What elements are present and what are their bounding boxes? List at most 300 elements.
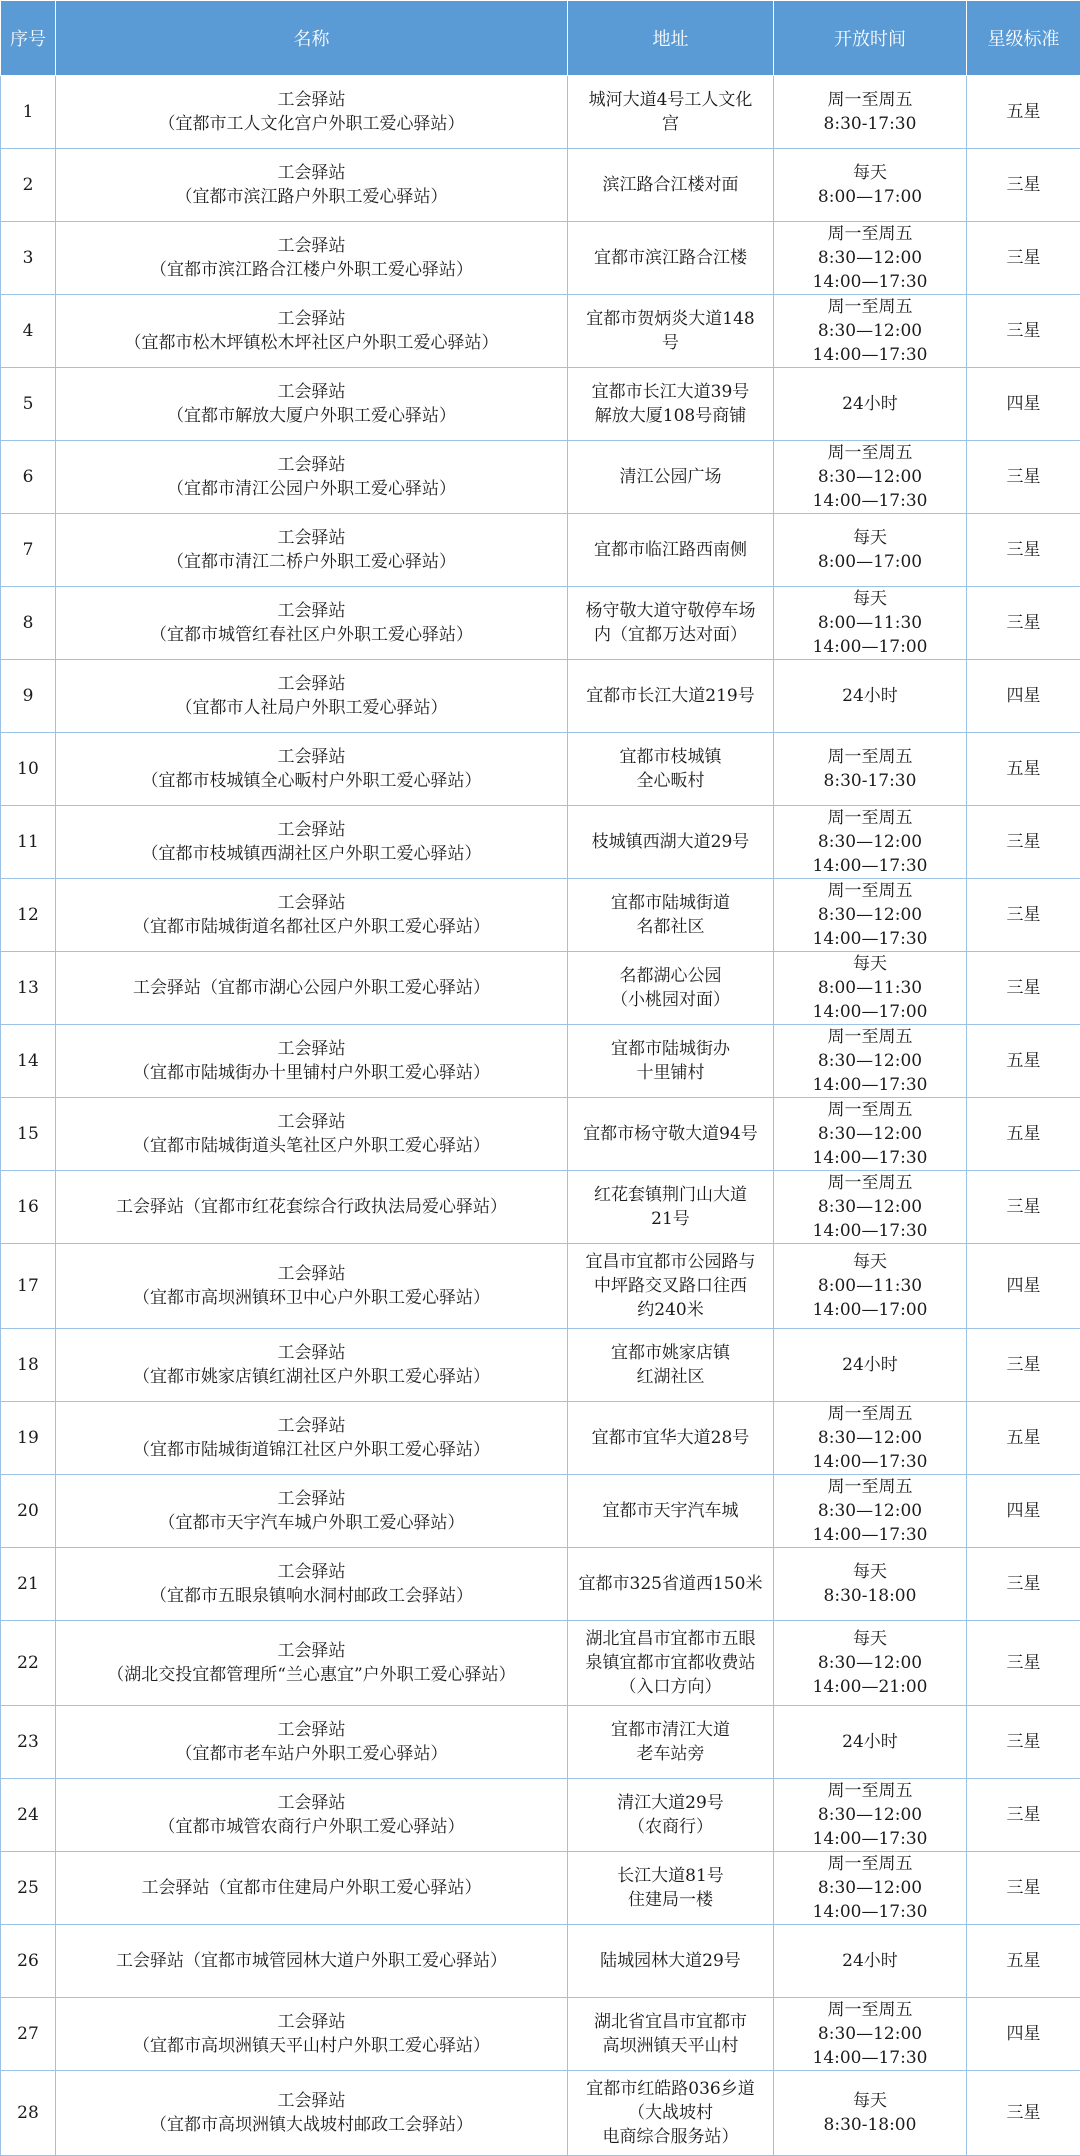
- cell-hours-line: 每天: [778, 526, 962, 550]
- cell-hours-line: 周一至周五: [778, 295, 962, 319]
- cell-no: 27: [1, 1998, 56, 2071]
- cell-hours: [774, 952, 967, 1025]
- cell-hours-line: 8:30—12:00: [778, 246, 962, 270]
- table-row: [1, 587, 1080, 660]
- cell-hours: [774, 1998, 967, 2071]
- cell-no: 26: [1, 1925, 56, 1998]
- cell-address-line: 湖北宜昌市宜都市五眼: [572, 1627, 769, 1651]
- cell-no: 6: [1, 441, 56, 514]
- cell-hours-line: 每天: [778, 952, 962, 976]
- cell-address-line: 高坝洲镇天平山村: [572, 2034, 769, 2058]
- cell-hours: [774, 1025, 967, 1098]
- cell-name: [56, 1548, 568, 1621]
- cell-no: 13: [1, 952, 56, 1025]
- cell-rating: 三星: [967, 441, 1080, 514]
- table-row: [1, 1402, 1080, 1475]
- cell-hours-line: 周一至周五: [778, 1998, 962, 2022]
- cell-address-line: 名都湖心公园: [572, 964, 769, 988]
- cell-rating: 五星: [967, 1402, 1080, 1475]
- cell-name-line: 工会驿站: [60, 1639, 563, 1663]
- cell-address-line: 枝城镇西湖大道29号: [572, 830, 769, 854]
- cell-address-line: 宜都市陆城街道: [572, 891, 769, 915]
- cell-address-line: 宜都市宜华大道28号: [572, 1426, 769, 1450]
- cell-hours-line: 每天: [778, 161, 962, 185]
- cell-name: [56, 514, 568, 587]
- cell-hours-line: 每天: [778, 2089, 962, 2113]
- table-row: [1, 806, 1080, 879]
- cell-hours: [774, 1852, 967, 1925]
- cell-no: 11: [1, 806, 56, 879]
- cell-rating: 三星: [967, 222, 1080, 295]
- cell-name-line: 工会驿站: [60, 1414, 563, 1438]
- cell-name-line: 工会驿站: [60, 818, 563, 842]
- cell-hours: [774, 806, 967, 879]
- cell-name-line: （宜都市清江公园户外职工爱心驿站）: [60, 477, 563, 501]
- cell-address-line: 清江大道29号: [572, 1791, 769, 1815]
- cell-name: [56, 2071, 568, 2156]
- cell-address-line: 宜都市长江大道219号: [572, 684, 769, 708]
- cell-address: [568, 149, 774, 222]
- cell-hours: [774, 660, 967, 733]
- cell-hours: [774, 441, 967, 514]
- cell-rating: 五星: [967, 733, 1080, 806]
- cell-hours-line: 14:00—17:30: [778, 1450, 962, 1474]
- table-row: [1, 1025, 1080, 1098]
- cell-address: [568, 1244, 774, 1329]
- cell-name-line: （宜都市高坝洲镇环卫中心户外职工爱心驿站）: [60, 1286, 563, 1310]
- cell-no: 18: [1, 1329, 56, 1402]
- cell-address: [568, 660, 774, 733]
- cell-name-line: 工会驿站（宜都市住建局户外职工爱心驿站）: [60, 1876, 563, 1900]
- cell-address: [568, 1852, 774, 1925]
- cell-hours-line: 周一至周五: [778, 1171, 962, 1195]
- cell-address-line: 宜都市枝城镇: [572, 745, 769, 769]
- cell-address-line: 解放大厦108号商铺: [572, 404, 769, 428]
- cell-hours-line: 14:00—17:30: [778, 270, 962, 294]
- cell-rating: 四星: [967, 1244, 1080, 1329]
- cell-name: [56, 1852, 568, 1925]
- cell-no: 15: [1, 1098, 56, 1171]
- cell-name: [56, 295, 568, 368]
- cell-rating: 三星: [967, 587, 1080, 660]
- cell-hours: [774, 733, 967, 806]
- table-row: [1, 660, 1080, 733]
- cell-address: [568, 1402, 774, 1475]
- cell-rating: 三星: [967, 149, 1080, 222]
- cell-hours: [774, 1244, 967, 1329]
- cell-no: 16: [1, 1171, 56, 1244]
- cell-hours: [774, 1925, 967, 1998]
- cell-no: 7: [1, 514, 56, 587]
- table-row: [1, 368, 1080, 441]
- cell-address-line: 长江大道81号: [572, 1864, 769, 1888]
- cell-address-line: 住建局一楼: [572, 1888, 769, 1912]
- cell-hours-line: 14:00—17:00: [778, 1000, 962, 1024]
- cell-hours-line: 24小时: [778, 1730, 962, 1754]
- cell-name-line: （宜都市陆城街道锦江社区户外职工爱心驿站）: [60, 1438, 563, 1462]
- header-hours: 开放时间: [774, 1, 967, 76]
- cell-address-line: 宜都市滨江路合江楼: [572, 246, 769, 270]
- cell-hours-line: 24小时: [778, 1949, 962, 1973]
- table-row: [1, 733, 1080, 806]
- cell-address-line: 宜昌市宜都市公园路与: [572, 1250, 769, 1274]
- cell-hours-line: 周一至周五: [778, 879, 962, 903]
- cell-hours-line: 14:00—17:30: [778, 343, 962, 367]
- cell-hours-line: 8:00—17:00: [778, 550, 962, 574]
- cell-address-line: 号: [572, 331, 769, 355]
- cell-name-line: 工会驿站: [60, 1718, 563, 1742]
- cell-name: [56, 1779, 568, 1852]
- cell-hours-line: 周一至周五: [778, 1098, 962, 1122]
- header-address: 地址: [568, 1, 774, 76]
- cell-rating: 四星: [967, 660, 1080, 733]
- header-name: 名称: [56, 1, 568, 76]
- cell-hours: [774, 1706, 967, 1779]
- cell-hours: [774, 514, 967, 587]
- cell-rating: 三星: [967, 1171, 1080, 1244]
- cell-no: 25: [1, 1852, 56, 1925]
- cell-hours: [774, 1402, 967, 1475]
- cell-address-line: 内（宜都万达对面）: [572, 623, 769, 647]
- cell-name-line: 工会驿站: [60, 88, 563, 112]
- cell-name-line: 工会驿站: [60, 891, 563, 915]
- cell-hours-line: 周一至周五: [778, 441, 962, 465]
- cell-name-line: （宜都市松木坪镇松木坪社区户外职工爱心驿站）: [60, 331, 563, 355]
- cell-address-line: 宜都市姚家店镇: [572, 1341, 769, 1365]
- cell-name-line: 工会驿站: [60, 1560, 563, 1584]
- cell-name: [56, 1998, 568, 2071]
- cell-rating: 五星: [967, 1025, 1080, 1098]
- cell-hours: [774, 1548, 967, 1621]
- table-header: [1, 1, 1080, 76]
- cell-name: [56, 660, 568, 733]
- cell-hours-line: 24小时: [778, 684, 962, 708]
- cell-rating: 三星: [967, 879, 1080, 952]
- cell-rating: 三星: [967, 2071, 1080, 2156]
- cell-address: [568, 1998, 774, 2071]
- cell-hours-line: 8:30-17:30: [778, 112, 962, 136]
- table-row: [1, 1779, 1080, 1852]
- cell-hours-line: 14:00—17:30: [778, 1146, 962, 1170]
- cell-rating: 五星: [967, 76, 1080, 149]
- cell-hours-line: 14:00—21:00: [778, 1675, 962, 1699]
- cell-name: [56, 587, 568, 660]
- cell-hours: [774, 1098, 967, 1171]
- cell-hours: [774, 879, 967, 952]
- cell-hours-line: 周一至周五: [778, 222, 962, 246]
- table-row: [1, 1925, 1080, 1998]
- cell-name: [56, 1402, 568, 1475]
- cell-address-line: 杨守敬大道守敬停车场: [572, 599, 769, 623]
- cell-address-line: 城河大道4号工人文化: [572, 88, 769, 112]
- table-row: [1, 149, 1080, 222]
- cell-hours: [774, 149, 967, 222]
- cell-no: 14: [1, 1025, 56, 1098]
- cell-name-line: （宜都市解放大厦户外职工爱心驿站）: [60, 404, 563, 428]
- cell-hours: [774, 2071, 967, 2156]
- cell-hours-line: 24小时: [778, 1353, 962, 1377]
- cell-rating: 三星: [967, 1852, 1080, 1925]
- cell-hours-line: 14:00—17:30: [778, 1827, 962, 1851]
- cell-name-line: （湖北交投宜都管理所“兰心惠宜”户外职工爱心驿站）: [60, 1663, 563, 1687]
- cell-hours: [774, 1475, 967, 1548]
- cell-rating: 三星: [967, 295, 1080, 368]
- table-row: [1, 514, 1080, 587]
- cell-name-line: 工会驿站: [60, 745, 563, 769]
- cell-name: [56, 149, 568, 222]
- cell-address: [568, 2071, 774, 2156]
- cell-name-line: （宜都市工人文化宫户外职工爱心驿站）: [60, 112, 563, 136]
- cell-address-line: 老车站旁: [572, 1742, 769, 1766]
- cell-name-line: 工会驿站: [60, 1110, 563, 1134]
- cell-address-line: 21号: [572, 1207, 769, 1231]
- cell-name: [56, 1475, 568, 1548]
- cell-no: 23: [1, 1706, 56, 1779]
- cell-no: 8: [1, 587, 56, 660]
- cell-hours-line: 8:30—12:00: [778, 1122, 962, 1146]
- cell-address-line: 陆城园林大道29号: [572, 1949, 769, 1973]
- cell-name: [56, 1329, 568, 1402]
- cell-hours: [774, 1329, 967, 1402]
- cell-address-line: 清江公园广场: [572, 465, 769, 489]
- cell-address: [568, 1475, 774, 1548]
- cell-address-line: 中坪路交叉路口往西: [572, 1274, 769, 1298]
- cell-name-line: 工会驿站: [60, 1487, 563, 1511]
- cell-hours-line: 14:00—17:30: [778, 1900, 962, 1924]
- cell-hours-line: 每天: [778, 587, 962, 611]
- cell-hours-line: 14:00—17:30: [778, 927, 962, 951]
- cell-name: [56, 1925, 568, 1998]
- table-row: [1, 1329, 1080, 1402]
- cell-hours-line: 每天: [778, 1560, 962, 1584]
- cell-address-line: （入口方向）: [572, 1675, 769, 1699]
- cell-no: 3: [1, 222, 56, 295]
- cell-no: 28: [1, 2071, 56, 2156]
- cell-name-line: （宜都市高坝洲镇天平山村户外职工爱心驿站）: [60, 2034, 563, 2058]
- cell-rating: 四星: [967, 1998, 1080, 2071]
- cell-address: [568, 1548, 774, 1621]
- cell-name-line: （宜都市城管农商行户外职工爱心驿站）: [60, 1815, 563, 1839]
- header-rating: 星级标准: [967, 1, 1080, 76]
- cell-name: [56, 1706, 568, 1779]
- cell-address: [568, 1706, 774, 1779]
- cell-rating: 四星: [967, 368, 1080, 441]
- table-row: [1, 952, 1080, 1025]
- cell-address-line: 湖北省宜昌市宜都市: [572, 2010, 769, 2034]
- cell-name-line: 工会驿站: [60, 234, 563, 258]
- cell-hours-line: 8:00—11:30: [778, 611, 962, 635]
- cell-hours: [774, 1171, 967, 1244]
- cell-address-line: 宜都市长江大道39号: [572, 380, 769, 404]
- cell-address: [568, 733, 774, 806]
- table-row: [1, 222, 1080, 295]
- cell-hours-line: 8:30—12:00: [778, 1803, 962, 1827]
- cell-hours-line: 周一至周五: [778, 806, 962, 830]
- cell-address-line: 红湖社区: [572, 1365, 769, 1389]
- cell-address: [568, 1171, 774, 1244]
- cell-hours-line: 8:30—12:00: [778, 2022, 962, 2046]
- cell-name: [56, 879, 568, 952]
- cell-hours-line: 周一至周五: [778, 745, 962, 769]
- cell-hours-line: 周一至周五: [778, 1402, 962, 1426]
- cell-hours: [774, 76, 967, 149]
- cell-hours-line: 周一至周五: [778, 88, 962, 112]
- cell-no: 4: [1, 295, 56, 368]
- cell-hours-line: 每天: [778, 1627, 962, 1651]
- cell-address-line: 宜都市天宇汽车城: [572, 1499, 769, 1523]
- cell-name-line: 工会驿站（宜都市湖心公园户外职工爱心驿站）: [60, 976, 563, 1000]
- cell-rating: 三星: [967, 1548, 1080, 1621]
- cell-address: [568, 514, 774, 587]
- cell-hours: [774, 222, 967, 295]
- cell-name: [56, 952, 568, 1025]
- cell-hours: [774, 1779, 967, 1852]
- cell-address-line: 名都社区: [572, 915, 769, 939]
- cell-address: [568, 222, 774, 295]
- cell-name-line: 工会驿站: [60, 1262, 563, 1286]
- cell-rating: 四星: [967, 1475, 1080, 1548]
- cell-name-line: 工会驿站: [60, 599, 563, 623]
- cell-address-line: 宜都市325省道西150米: [572, 1572, 769, 1596]
- cell-name-line: （宜都市城管红春社区户外职工爱心驿站）: [60, 623, 563, 647]
- table-row: [1, 1244, 1080, 1329]
- cell-name: [56, 368, 568, 441]
- cell-no: 24: [1, 1779, 56, 1852]
- cell-name-line: 工会驿站: [60, 307, 563, 331]
- cell-name: [56, 441, 568, 514]
- cell-hours-line: 8:30—12:00: [778, 1426, 962, 1450]
- cell-name-line: 工会驿站（宜都市城管园林大道户外职工爱心驿站）: [60, 1949, 563, 1973]
- cell-address-line: 宫: [572, 112, 769, 136]
- cell-hours-line: 8:00—17:00: [778, 185, 962, 209]
- table-row: [1, 1548, 1080, 1621]
- cell-name-line: 工会驿站: [60, 672, 563, 696]
- cell-address-line: （大战坡村: [572, 2101, 769, 2125]
- cell-name-line: 工会驿站: [60, 1791, 563, 1815]
- table-row: [1, 1998, 1080, 2071]
- cell-address-line: 宜都市陆城街办: [572, 1037, 769, 1061]
- cell-no: 5: [1, 368, 56, 441]
- table-row: [1, 1706, 1080, 1779]
- cell-name-line: 工会驿站: [60, 2089, 563, 2113]
- cell-hours-line: 8:30-18:00: [778, 1584, 962, 1608]
- cell-address: [568, 1098, 774, 1171]
- cell-address-line: （农商行）: [572, 1815, 769, 1839]
- cell-name: [56, 733, 568, 806]
- cell-name-line: 工会驿站: [60, 2010, 563, 2034]
- cell-name-line: （宜都市姚家店镇红湖社区户外职工爱心驿站）: [60, 1365, 563, 1389]
- cell-name: [56, 1098, 568, 1171]
- cell-address: [568, 1779, 774, 1852]
- cell-hours-line: 8:30—12:00: [778, 1651, 962, 1675]
- cell-name-line: （宜都市陆城街道名都社区户外职工爱心驿站）: [60, 915, 563, 939]
- cell-address-line: 约240米: [572, 1298, 769, 1322]
- cell-hours-line: 14:00—17:30: [778, 2046, 962, 2070]
- table-row: [1, 441, 1080, 514]
- cell-hours-line: 14:00—17:00: [778, 635, 962, 659]
- cell-hours-line: 14:00—17:00: [778, 1298, 962, 1322]
- cell-hours-line: 周一至周五: [778, 1852, 962, 1876]
- cell-rating: 三星: [967, 806, 1080, 879]
- cell-name: [56, 806, 568, 879]
- cell-name-line: 工会驿站: [60, 1037, 563, 1061]
- cell-rating: 五星: [967, 1098, 1080, 1171]
- cell-no: 9: [1, 660, 56, 733]
- cell-hours-line: 8:30—12:00: [778, 903, 962, 927]
- cell-hours-line: 8:30-18:00: [778, 2113, 962, 2137]
- cell-address: [568, 76, 774, 149]
- cell-rating: 五星: [967, 1925, 1080, 1998]
- cell-hours-line: 24小时: [778, 392, 962, 416]
- cell-name-line: （宜都市滨江路合江楼户外职工爱心驿站）: [60, 258, 563, 282]
- cell-address-line: 宜都市杨守敬大道94号: [572, 1122, 769, 1146]
- cell-hours: [774, 587, 967, 660]
- cell-rating: 三星: [967, 1779, 1080, 1852]
- cell-name-line: （宜都市五眼泉镇响水洞村邮政工会驿站）: [60, 1584, 563, 1608]
- cell-hours: [774, 1621, 967, 1706]
- cell-name-line: 工会驿站: [60, 380, 563, 404]
- cell-name: [56, 1244, 568, 1329]
- table-row: [1, 1475, 1080, 1548]
- cell-name-line: 工会驿站: [60, 1341, 563, 1365]
- cell-address-line: 宜都市红皓路036乡道: [572, 2077, 769, 2101]
- cell-name: [56, 76, 568, 149]
- cell-hours-line: 14:00—17:30: [778, 854, 962, 878]
- cell-rating: 三星: [967, 1329, 1080, 1402]
- cell-address: [568, 368, 774, 441]
- cell-address: [568, 806, 774, 879]
- cell-hours-line: 8:30—12:00: [778, 1195, 962, 1219]
- cell-name-line: （宜都市人社局户外职工爱心驿站）: [60, 696, 563, 720]
- cell-address: [568, 1025, 774, 1098]
- cell-name-line: （宜都市高坝洲镇大战坡村邮政工会驿站）: [60, 2113, 563, 2137]
- cell-address-line: （小桃园对面）: [572, 988, 769, 1012]
- cell-name-line: （宜都市陆城街道头笔社区户外职工爱心驿站）: [60, 1134, 563, 1158]
- cell-no: 19: [1, 1402, 56, 1475]
- cell-hours-line: 14:00—17:30: [778, 1523, 962, 1547]
- cell-no: 10: [1, 733, 56, 806]
- cell-hours-line: 8:30—12:00: [778, 319, 962, 343]
- cell-address-line: 宜都市清江大道: [572, 1718, 769, 1742]
- cell-rating: 三星: [967, 952, 1080, 1025]
- cell-hours-line: 周一至周五: [778, 1475, 962, 1499]
- cell-hours-line: 14:00—17:30: [778, 489, 962, 513]
- cell-hours-line: 8:30—12:00: [778, 1876, 962, 1900]
- cell-name: [56, 222, 568, 295]
- cell-address: [568, 1621, 774, 1706]
- cell-hours-line: 14:00—17:30: [778, 1219, 962, 1243]
- cell-rating: 三星: [967, 1706, 1080, 1779]
- table-row: [1, 1621, 1080, 1706]
- cell-hours-line: 周一至周五: [778, 1779, 962, 1803]
- cell-address: [568, 1925, 774, 1998]
- cell-address-line: 红花套镇荆门山大道: [572, 1183, 769, 1207]
- cell-hours-line: 每天: [778, 1250, 962, 1274]
- cell-name: [56, 1171, 568, 1244]
- cell-hours-line: 8:30—12:00: [778, 465, 962, 489]
- cell-no: 20: [1, 1475, 56, 1548]
- cell-name-line: 工会驿站（宜都市红花套综合行政执法局爱心驿站）: [60, 1195, 563, 1219]
- cell-name-line: （宜都市滨江路户外职工爱心驿站）: [60, 185, 563, 209]
- cell-name-line: （宜都市清江二桥户外职工爱心驿站）: [60, 550, 563, 574]
- cell-hours-line: 8:30—12:00: [778, 830, 962, 854]
- cell-name-line: 工会驿站: [60, 161, 563, 185]
- cell-hours-line: 8:30—12:00: [778, 1049, 962, 1073]
- cell-address-line: 滨江路合江楼对面: [572, 173, 769, 197]
- table-row: [1, 1098, 1080, 1171]
- cell-name: [56, 1621, 568, 1706]
- table-row: [1, 295, 1080, 368]
